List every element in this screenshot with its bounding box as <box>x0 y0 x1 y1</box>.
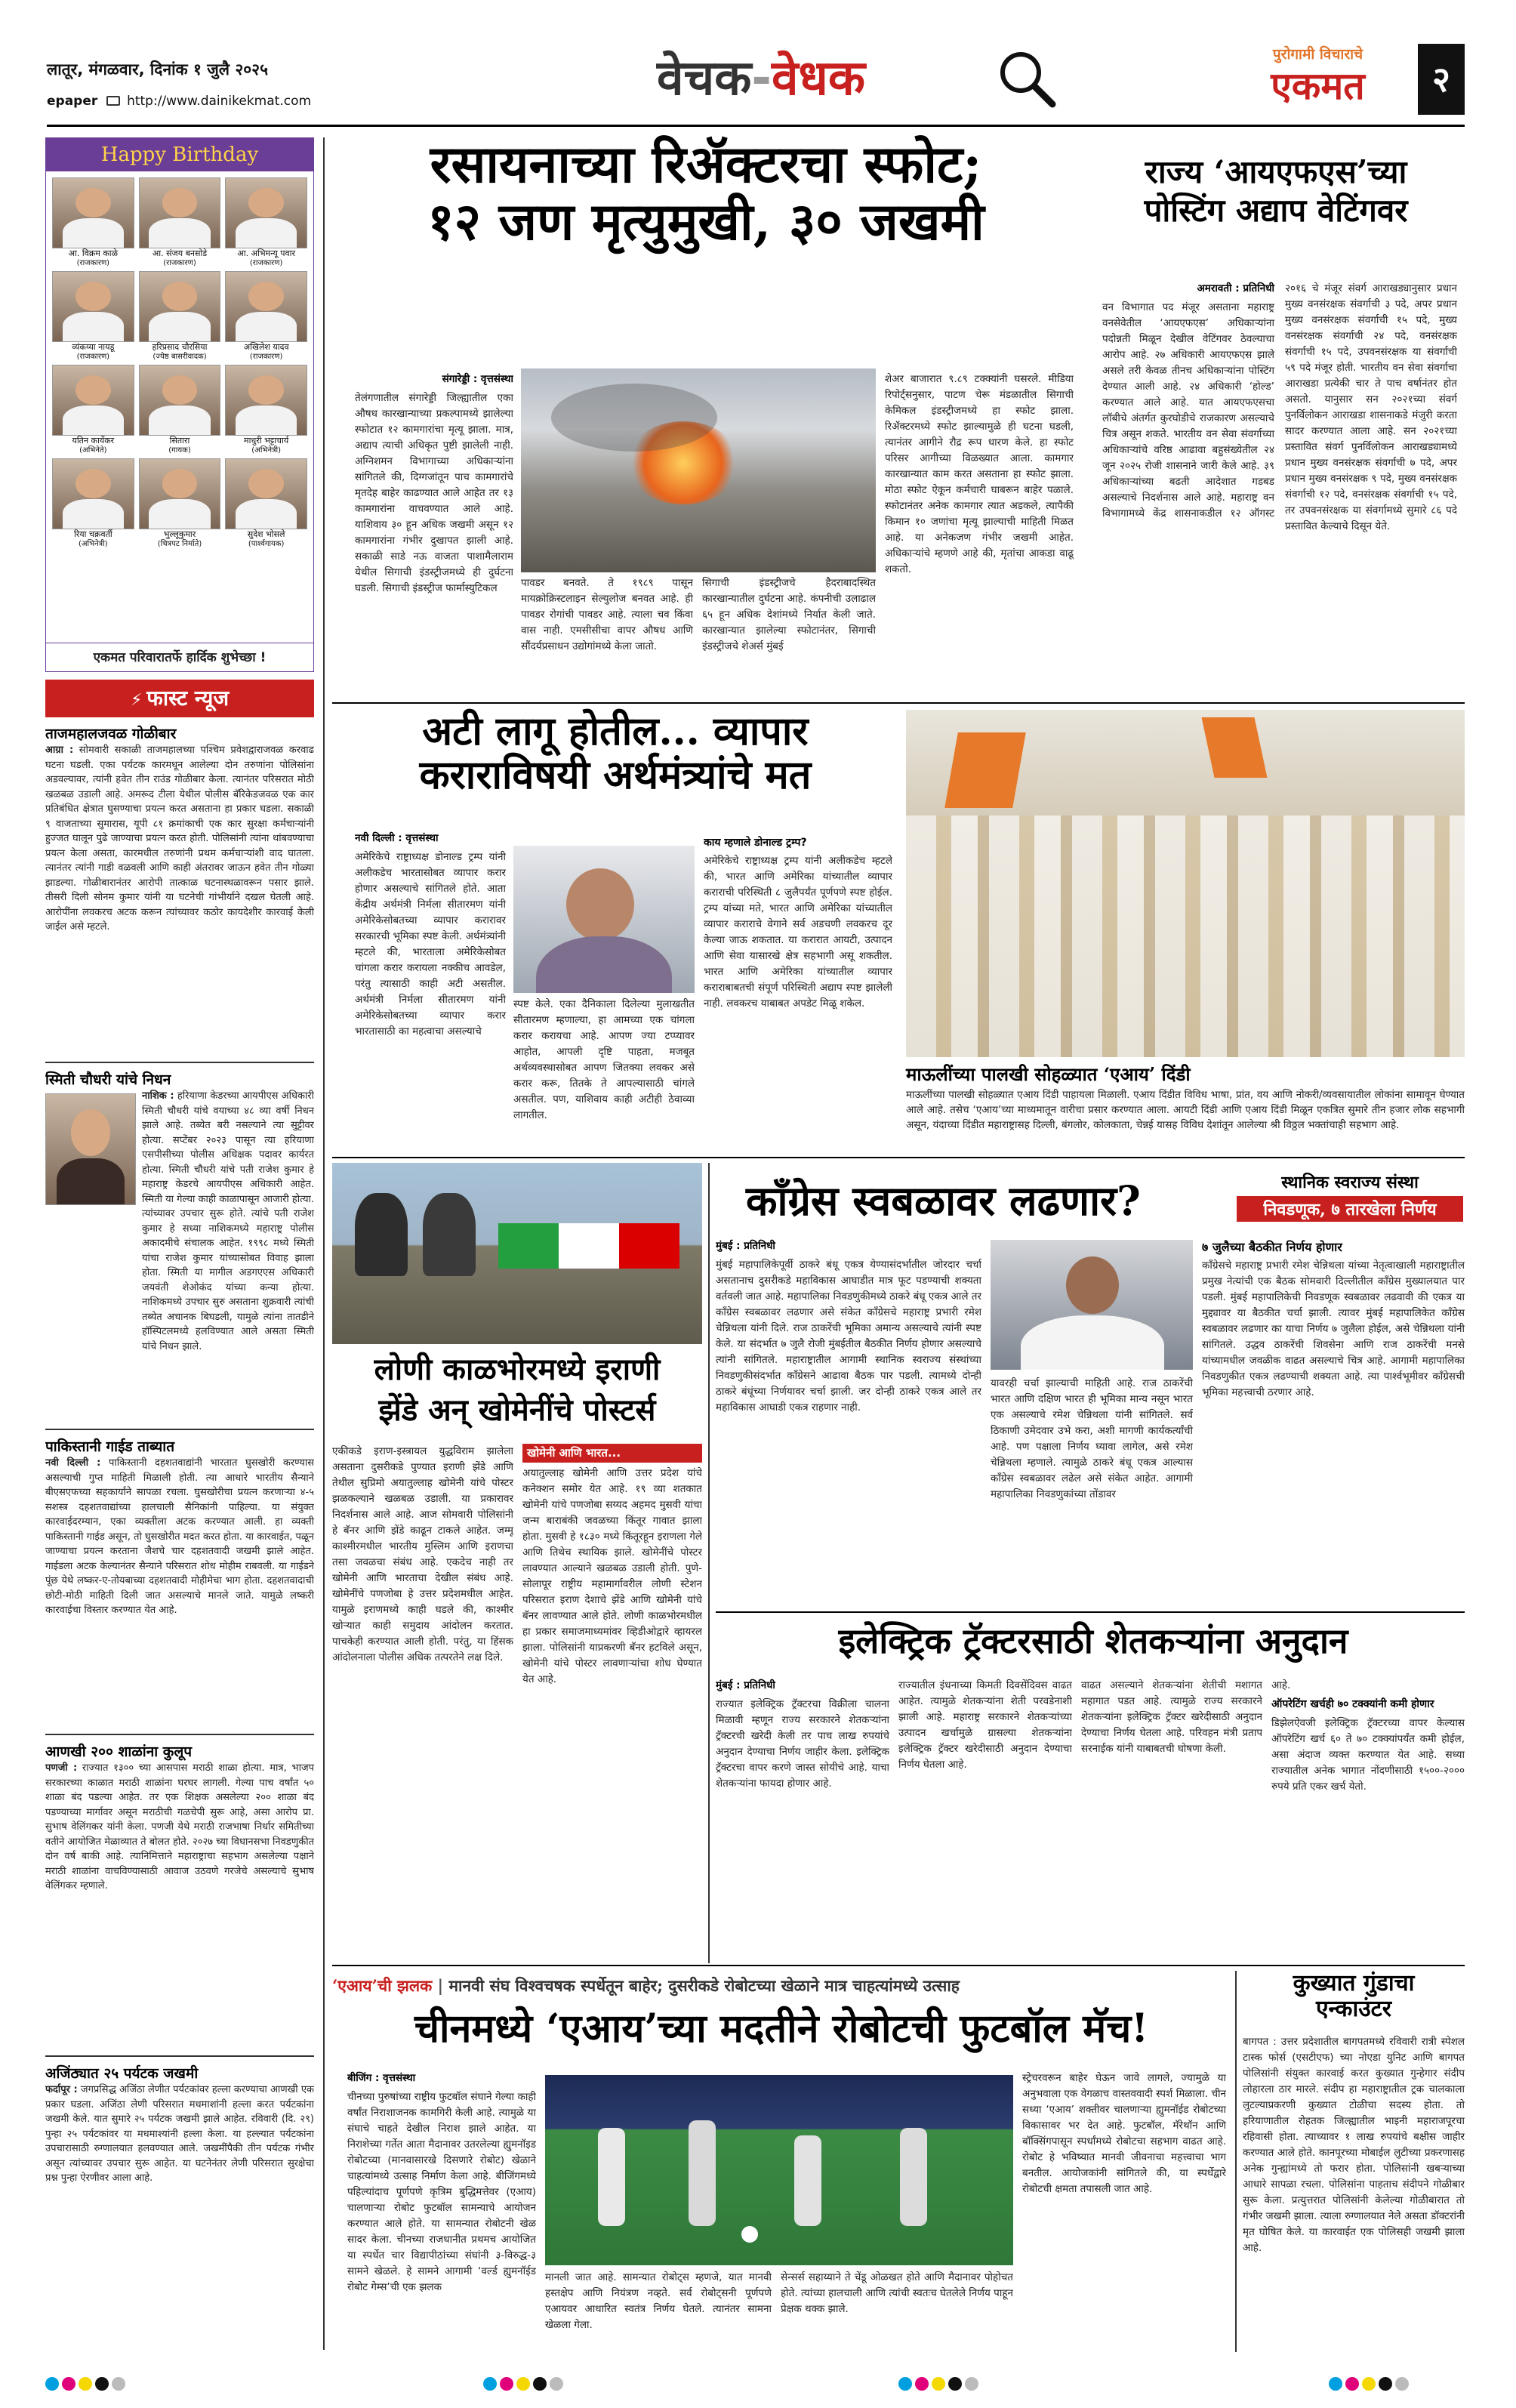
fast-news-body <box>142 1089 314 1421</box>
posters-story <box>332 1163 702 1956</box>
fast-news-text: हरियाणा केडरच्या आयपीएस अधिकारी स्मिती चौधरी यांचे वयाच्या ४८ व्या वर्षी निधन झाले आहे. तब्येत बरी नसल्याने त्या सुट्टीवर होत्या. सप्टेंबर २०२३ पासून त्या हरियाणा एसपीसीच्या पोलीस अधिक्षक पदावर कार्यरत होत्या. स्मिती चौधरी यांचे पती राजेश कुमार हे महाराष्ट्र केडरचे आयपीएस अधिकारी आहेत. स्मिती या गेल्या काही काळापासून आजारी होत्या. त्यांच्यावर उपचार सुरू होते. त्यांचे पती राजेश कुमार हे सध्या नाशिकमध्ये महाराष्ट्र पोलीस अकादमीचे संचालक आहेत. १९९८ मध्ये स्मिती यांचा राजेश कुमार यांच्यासोबत विवाह झाला होता. स्मिती या मागील अडगएएस अधिकारी जयवंती शेओकंद यांच्या कन्या होत्या. नाशिकमध्ये उपचार सुरु असताना शुक्रवारी त्यांची तब्येत अचानक बिघडली, यामुळे त्यांना तातडीने हॉस्पिटलमध्ये हलविण्यात आले असता स्मिती यांचे निधन झाले. <box>142 1090 314 1352</box>
tariff-headline-1: अटी लागू होतील... व्यापार <box>422 708 809 754</box>
color-registration-marks-left <box>45 2377 128 2394</box>
birthday-greeting: एकमत परिवारातर्फे हार्दिक शुभेच्छा ! <box>46 643 313 671</box>
birthday-person-role: (पार्श्वगायक) <box>248 540 285 548</box>
ifs-headline-2: पोस्टिंग अद्याप वेटिंगवर <box>1144 192 1408 230</box>
screen-icon <box>106 96 120 106</box>
fast-news-body <box>45 1761 314 2048</box>
birthday-person-photo <box>139 177 221 248</box>
palkhi-caption-text: माऊलींच्या पालखी सोहळ्यात एआय दिंडी पाहायला मिळाली. एआय दिंडीत विविध भाषा, प्रांत, वय आणि नोकरी/व्यवसायातील लोकांना सामावून घेण्यात आले आहे. तसेच ‘एआय’च्या माध्यमातून वारीचा प्रसार करण्यात आला. आयटी दिंडी आणि एआय दिंडी मिळून एकत्रित सुमारे तीन हजार लोक सहभागी असून, यंदाच्या दिंडीत महाराष्ट्रासह दिल्ली, बंगलोर, कोलकाता, चेन्नई यासह विविध देशांतून आलेल्या श्री विठ्ठल भक्तांचाही सहभाग आहे. <box>906 1089 1465 1131</box>
birthday-person <box>139 365 221 455</box>
reactor-text: तेलंगणातील संगारेड्डी जिल्ह्यातील एका औषध कारखान्याच्या प्रकल्पामध्ये झालेल्या स्फोटात १२ कामगारांचा मृत्यू झाला. मात्र, अद्याप त्याची अधिकृत पुष्टी झालेली नाही. अग्निशमन विभागाच्या अधिकाऱ्यांना सांगितले की, दिग्गजांतून पाच कामगारांचे मृतदेह बाहेर काढण्यात आले आहेत तर १३ कामगारांना वाचवण्यात आले आहे. याशिवाय ३० हून अधिक जखमी असून १२ कामगारांना गंभीर दुखापत झाली आहे. सकाळी साडे नऊ वाजता पाशामैलाराम येथील सिगाची इंडस्ट्रीजमध्ये ही दुर्घटना घडली. सिगाची इंडस्ट्रीज फार्मास्युटिकल <box>355 392 513 594</box>
encounter-text: बागपत : उत्तर प्रदेशातील बागपतमध्ये रविवारी रात्री स्पेशल टास्क फोर्स (एसटीएफ) च्या नोएडा युनिट आणि बागपत पोलिसांनी संयुक्त कारवाई करत कुख्यात गुन्हेगार संदीप लोहारला ठार मारले. संदीप हा महाराष्ट्रातील ट्रक चालकाला लुटल्याप्रकरणी कुख्यात टोळीचा सदस्य होता. तो हरियाणातील रोहतक जिल्ह्यातील भाइनी महाराजपूरचा रहिवासी होता. त्याच्यावर १ लाख रुपयांचे बक्षीस जाहीर करण्यात आले होते. कानपूरच्या मोबाईल लुटीच्या प्रकरणासह अनेक गुन्ह्यांमध्ये तो फरार होता. पोलिसांनी खबऱ्याच्या आधारे सापळा रचला. पोलिसांना पाहताच संदीपने गोळीबार सुरू केला. प्रत्युत्तरात पोलिसांनी केलेल्या गोळीबारात तो गंभीर जखमी झाला. त्याला रुग्णालयात नेले असता डॉक्टरांनी मृत घोषित केले. या कारवाईत एक पोलिसही जखमी झाला आहे. <box>1243 2036 1465 2254</box>
birthday-person <box>139 458 221 549</box>
birthday-title: Happy Birthday <box>46 138 313 171</box>
news-portrait-photo <box>45 1093 136 1205</box>
birthday-person <box>52 271 134 362</box>
reactor-col-4: शेअर बाजारात ९.८९ टक्क्यांनी घसरले. मीडिया रिपोर्ट्सनुसार, पाटण चेरू मंडळातील सिगाची केमिकल इंडस्ट्रीजमध्ये हा स्फोट झाला. रिॲक्टरमध्ये स्फोट झाल्यामुळे ही घटना घडली, त्यानंतर आगीने रौद्र रूप धारण केले. हा स्फोट परिसर आगीच्या विळख्यात आला. कामगार कारखान्यात काम करत असताना हा स्फोट झाला. मोठा स्फोट ऐकून कर्मचारी घाबरून बाहेर पळाले. स्फोटानंतर अनेक कामगार त्यात अडकले, त्यापैकी किमान १० जणांचा मृत्यू झाल्याची माहिती मिळत आहे. या अनेकजण गंभीर जखमी आहेत. अधिकाऱ्यांचे म्हणणे आहे की, मृतांचा आकडा वाढू शकतो. <box>885 373 1074 575</box>
brand-box <box>1229 44 1407 115</box>
fast-news-label: फास्ट न्यूज <box>146 686 230 711</box>
tractor-col-3: वाढत असल्याने शेतकऱ्यांना शेतीची मशागत महागात पडत आहे. त्यामुळे राज्य सरकारने शेतकऱ्यांना इलेक्ट्रिक ट्रॅक्टर खरेदीसाठी अनुदान देण्याचा निर्णय घेतला आहे. परिवहन मंत्री प्रताप सरनाईक यांनी याबाबतची घोषणा केली. <box>1081 1679 1262 1755</box>
congress-dateline: मुंबई : प्रतिनिधी <box>716 1240 775 1252</box>
fast-news-text: राज्यात १३०० च्या आसपास मराठी शाळा होत्या. मात्र, भाजप सरकारच्या काळात मराठी शाळांना घरघर लागली. गेल्या पाच वर्षांत ५० शाळा बंद पडल्या आहेत. तर एक शिक्षक असलेल्या २०० शाळा बंद पडण्याच्या मार्गावर असून मराठीची गळचेपी सुरू आहे, असा आरोप प्रा. सुभाष वेलिंगकर यांनी केला. पणजी येथे मराठी राजभाषा निर्धार समितीच्या वतीने आयोजित मेळाव्यात ते बोलत होते. २०२७ च्या विधानसभा निवडणुकीत दोन वर्ष बाकी आहे. त्यानिमित्ताने महाराष्ट्राचा सहभाग असलेल्या पक्षाने मराठी शाळांना वाचविण्यासाठी आवाज उठवणे गरजेचे असल्याचे सुभाष वेलिंगकर म्हणाले. <box>45 1762 314 1892</box>
tariff-col-3 <box>704 835 892 1149</box>
tractor-text: आहे. <box>1271 1679 1291 1691</box>
birthday-person-photo <box>225 271 307 342</box>
tariff-col-2: स्पष्ट केले. एका दैनिकाला दिलेल्या मुलाखतीत सीतारमण म्हणाल्या, हा आमच्या एक चांगला करार करायचा आहे. आपण ज्या टप्प्यावर आहोत, आपली दृष्टि पाहता, मजबूत अर्थव्यवस्थासोबत आपण जितक्या लवकर असे करार करू, तितके ते आपल्यासाठी चांगले असतील. पण, याशिवाय काही अटीही ठेवाव्या लागतील. <box>513 998 695 1121</box>
birthday-person-photo <box>225 365 307 436</box>
robot-col-2: मानली जात आहे. सामन्यात रोबोट्स म्हणजे, यात मानवी हस्तक्षेप आणि नियंत्रण नव्हते. सर्व रोबोट्सनी पूर्णपणे एआयवर आधारित स्वतंत्र निर्णय घेतले. त्यानंतर सामना खेळला गेला. <box>545 2271 772 2331</box>
robot-headline: चीनमध्ये ‘एआय’च्या मदतीने रोबोटची फुटबॉल मॅच! <box>414 2006 1149 2052</box>
birthday-person-name: यतिन कार्येकर <box>72 436 115 446</box>
encounter-story <box>1243 1971 1465 2352</box>
epaper-line <box>47 94 311 109</box>
tractor-text: राज्यात इलेक्ट्रिक ट्रॅक्टरचा विक्रीला चालना मिळावी म्हणून राज्य सरकारने शेतकऱ्यांना ट्रॅक्टरची खरेदी केली तर पाच लाख रुपयांचे अनुदान देण्याचा निर्णय जाहीर केला. इलेक्ट्रिक ट्रॅक्टरचा वापर करणे जास्त सोयीचे आहे. याचा शेतकऱ्यांना फायदा होणार आहे. <box>716 1698 889 1790</box>
fast-news-place: पणजी : <box>45 1762 78 1774</box>
tariff-story <box>332 710 898 1152</box>
birthday-person-photo <box>225 458 307 529</box>
congress-tag-2: निवडणूक, ७ तारखेला निर्णय <box>1237 1196 1463 1222</box>
robot-kicker: ‘एआय’ची झलक | मानवी संघ विश्वचषक स्पर्धेतून बाहेर; दुसरीकडे रोबोटच्या खेळाने मात्र चाहत्यांमध्ये उत्साह <box>332 1976 960 1995</box>
birthday-person-role: (ज्येष्ठ बासरीवादक) <box>153 353 207 361</box>
birthday-person-name: आ. विक्रम काळे <box>68 248 119 258</box>
congress-sidebar-text: काँग्रेसचे महाराष्ट्र प्रभारी रमेश चेन्निथला यांच्या नेतृत्वाखाली महाराष्ट्रातील प्रमुख नेत्यांची एक बैठक सोमवारी दिल्लीतील काँग्रेस मुख्यालयात पार पडली. मुंबई महापालिकेची निवडणूक स्वबळावर लढवावी की एकत्र या मुद्द्यावर या बैठकीत चर्चा झाली. त्यावर मुंबई महापालिकेत काँग्रेस स्वबळावर लढणार का याचा निर्णय ७ जुलैला होईल, असे चेन्निथला यांनी सांगितले. उद्धव ठाकरेंची शिवसेना आणि राज ठाकरेंची मनसे यांच्यामधील जवळीक वाढत असल्याचे चित्र आहे. आगामी महापालिका निवडणुकीत एकत्र लढण्याची शक्यता आहे. त्या पार्श्वभूमीवर काँग्रेसची भूमिका महत्त्वाची ठरणार आहे. <box>1202 1259 1465 1398</box>
ifs-body: वन विभागात पद मंजूर असताना महाराष्ट्र वनसेवेतील ‘आयएफएस’ अधिकाऱ्यांना पदोन्नती मिळून देखील वेटिंगवर ठेवल्याचा आरोप आहे. २७ अधिकारी आयएफएस झाले असले तरी केवळ तीनच अधिकाऱ्यांना पोस्टिंग देण्यात आली आहे. २४ अधिकारी ‘होल्ड’ करण्यात आले आहे. यात आयएफएसचा लॉबीचे अंतर्गत कुरघोडीचे राजकारण असल्याचे चित्र असून शकते. भारतीय वन सेवा संवर्गाच्या अधिकाऱ्यांचे वरिष्ठ आढावा बहुसंख्येतील २४ जून २०२५ रोजी शासनाने जारी केले आहे. ३९ अधिकाऱ्यांच्या बढती आदेशात गडबड असल्याचे निदर्शनास आले आहे. महाराष्ट्र वन विभागामध्ये केंद्र शासनाकडील १२ ऑगस्ट २०१६ चे मंजूर संवर्ग आराखड्यानुसार प्रधान मुख्य वनसंरक्षक संवर्गाची ३ पदे, अपर प्रधान मुख्य वनसंरक्षक संवर्गाची १५ पदे, मुख्य वनसंरक्षक संवर्गाची २४ पदे, वनसंरक्षक संवर्गाची १५ पदे, उपवनसंरक्षक या संवर्गाची ५९ पदे मंजूर होती. भारतीय वन सेवा संवर्गाचा आराखडा प्रत्येकी चार ते पाच वर्षानंतर होत असतो. यानुसार सन २०२१च्या संवर्ग पुनर्विलोकन आराखडा शासनाकडे मंजुरी करता सादर करण्यात आला आहे. सन २०२१च्या प्रस्तावित संवर्ग पुनर्विलोकन आराखड्यामध्ये प्रधान मुख्य वनसंरक्षक संवर्गाची ७ पदे, अपर प्रधान मुख्य वनसंरक्षक ९ पदे, मुख्य वनसंरक्षक संवर्गाची १२ पदे, वनसंरक्षक संवर्गाची १५ पदे, तर उपवनसंरक्षक या संवर्गामध्ये सुमारे ८६ पदे प्रस्तावित केल्याचे दिसून येते. <box>1102 282 1457 532</box>
tariff-headline-2: कराराविषयी अर्थमंत्र्यांचे मत <box>419 752 812 799</box>
congress-col-1 <box>716 1238 981 1608</box>
birthday-person-role: (अभिनेत्री) <box>251 446 282 455</box>
birthday-person-photo <box>52 458 134 529</box>
birthday-person <box>225 365 307 455</box>
birthday-person-role: (गायक) <box>168 446 191 455</box>
robot-text: चीनच्या पुरुषांच्या राष्ट्रीय फुटबॉल संघाने गेल्या काही वर्षांत निराशाजनक कामगिरी केली आहे. त्यामुळे या संघाचे चाहते देखील निराश झाले आहेत. या निराशेच्या गर्तेत आता मैदानावर उतरलेल्या ह्युमनॉइड रोबोटच्या (मानवासारखे दिसणारे रोबोट) खेळाने चाहत्यांमध्ये उत्साह निर्माण केला आहे. बीजिंगमध्ये पहिल्यांदाच पूर्णपणे कृत्रिम बुद्धिमत्तेवर (एआय) चालणाऱ्या रोबोट फुटबॉल सामन्याचे आयोजन करण्यात आले होते. या सामन्यात रोबोटनी खेळ सादर केला. चीनच्या राजधानीत प्रथमच आयोजित या स्पर्धेत चार विद्यापीठांच्या संघांनी ३-विरुद्ध-३ सामने खेळले. हे सामने आगामी ‘वर्ल्ड ह्युमनॉईड रोबोट गेम्स’ची एक झलक <box>347 2091 536 2293</box>
birthday-box <box>45 137 314 672</box>
brand-logo: एकमत <box>1271 64 1365 108</box>
chennithala-photo <box>991 1240 1193 1370</box>
fast-news-text: पाकिस्तानी दहशतवाद्यांनी भारतात घुसखोरी करण्यास असल्याची गुप्त माहिती मिळाली होती. त्या आधारे भारतीय सैन्याने बीएसएफच्या सहकार्याने सापळा रचला. घुसखोरीचा प्रयत्न करणाऱ्या ४-५ सशस्त्र दहशतवाद्यांच्या हालचाली सैनिकांनी पाहिल्या. या संयुक्त कारवाईदरम्यान, एका व्यक्तीला अटक करण्यात आली. हा व्यक्ती पाकिस्तानी गाईड असून, तो घुसखोरीत मदत करत होता. या कारवाईत, पळून जाण्याचा प्रयत्न करताना जैशचे चार दहशतवादी जखमी झाले आहेत. गाईडला अटक केल्यानंतर सैन्याने परिसरात शोध मोहीम राबवली. या गाईडने पूंछ येथे लष्कर-ए-तोयबाच्या दहशतवादी मोहीमेचा भाग होता. दहशतवादाची छोटी-मोठी माहिती दिली जात असल्याचे मानले जाते. यामुळे लष्करी कारवाईचा विस्तार करण्यात येत आहे. <box>45 1457 314 1616</box>
section-title-b: वेधक <box>771 51 866 106</box>
tractor-col-4 <box>1271 1678 1465 1959</box>
fast-news-text: सोमवारी सकाळी ताजमहालच्या पश्चिम प्रवेशद्वाराजवळ करवाढ घटना घडली. एका पर्यटक कारमधून आलेल्या दोन तरुणांना पोलिसांना अडवल्यावर, त्यांनी हवेत तीन राउंड गोळीबार केला. त्यानंतर परिसरात मोठी खळबळ उडाली आहे. अमरूद टीला येथील पोलीस बॅरिकेडजवळ एक कार प्रतिबंधित क्षेत्रात घुसण्याचा प्रयत्न करत असताना हा प्रकार घडला. सकाळी ९ वाजताच्या सुमारास, यूपी ८१ क्रमांकाची एक कार सुरक्षा कर्मचाऱ्यांनी हुज्जत घालून पुढे जाण्याचा प्रयत्न करत होती. पोलिसांनी त्यांना थांबवण्याचा प्रयत्न केला असता, कारमधील तरुणांनी प्रथम कर्मचाऱ्यांशी वाद घातला. त्यानंतर त्यांनी गाडी वळवली आणि काही अंतरावर जाऊन हवेत तीन गोळ्या झाडल्या. गोळीबारानंतर आरोपी तात्काळ घटनास्थळावरून पसार झाले. तीसरी दिली सोनम कुमार यांनी या घटनेची गांभीर्याने दखल घेतली आहे. आरोपींना लवकरच अटक करून त्यांच्यावर कठोर कायदेशीर कारवाई केली जाईल असे म्हटले. <box>45 745 314 933</box>
birthday-person-role: (राजकारण) <box>249 259 283 267</box>
date-line: लातूर, मंगळवार, दिनांक १ जुलै २०२५ <box>47 60 269 79</box>
fast-news-header <box>45 680 314 717</box>
ifs-dateline: अमरावती : प्रतिनिधी <box>1197 282 1274 294</box>
robot-story <box>332 1971 1231 2352</box>
birthday-person-role: (अभिनेते) <box>79 446 107 455</box>
fast-news-item <box>45 1741 314 2057</box>
birthday-person-role: (राजकारण) <box>76 259 110 267</box>
color-registration-marks-mid-1 <box>483 2377 566 2394</box>
robot-kicker-1: ‘एआय’ची झलक <box>332 1976 433 1995</box>
birthday-person <box>52 365 134 455</box>
fast-news-body <box>45 1456 314 1728</box>
birthday-person-photo <box>52 177 134 248</box>
reactor-col-2: पावडर बनवते. ते १९८९ पासून मायक्रोक्रिस्टलाइन सेल्युलोज बनवत आहे. ही पावडर रोगांची पावडर आहे. त्याला चव किंवा वास नाही. एमसीसीचा वापर औषध आणि सौंदर्यप्रसाधन उद्योगांमध्ये केला जातो. <box>521 577 693 652</box>
posters-photo <box>332 1163 702 1344</box>
birthday-person <box>225 458 307 549</box>
fast-news-title: आणखी २०० शाळांना कुलूप <box>45 1744 193 1760</box>
birthday-person-photo <box>52 271 134 342</box>
birthday-person-role: (चित्रपट निर्माते) <box>157 540 202 548</box>
tariff-text: अमेरिकेचे राष्ट्राध्यक्ष ट्रम्प यांनी अलीकडेच म्हटले की, भारत आणि अमेरिका यांच्यातील व्यापार कराराची परिस्थिती ८ जुलैपर्यंत पूर्णपणे स्पष्ट होईल. ट्रम्प यांच्या मते, भारत आणि अमेरिका यांच्यातील व्यापार कराराचे वेगाने सर्व अडचणी लवकरच दूर केल्या जाऊ शकतात. या करारात आयटी, उत्पादन आणि सेवा यासारखे क्षेत्र सहभागी असू शकतील. भारत आणि अमेरिका यांच्यातील व्यापार कराराबाबतची संपूर्ण परिस्थिती अद्याप स्पष्ट झालेली नाही. लवकरच याबाबत अपडेट मिळू शकेल. <box>704 855 892 1010</box>
birthday-person <box>52 458 134 549</box>
fast-news-item <box>45 1436 314 1735</box>
birthday-person <box>52 177 134 268</box>
congress-story <box>716 1163 1465 1608</box>
reactor-dateline: संगारेड्डी : वृत्तसंस्था <box>442 373 513 385</box>
birthday-person <box>225 177 307 268</box>
congress-col-2: यावरही चर्चा झाल्याची माहिती आहे. राज ठाकरेंची भारत आणि दक्षिण भारत ही भूमिका मान्य नसून भारत एक असल्याचे रमेश चेन्निथला यांनी सांगितले. सर्व ठिकाणी उमेदवार उभे करा, अशी मागणी कार्यकर्त्यांची आहे. पण पक्षाला निर्णय घ्यावा लागेल, असे रमेश चेन्निथला म्हणाले. त्यामुळे ठाकरे बंधू एकत्र आल्यास काँग्रेस स्वबळावर लढेल असे संकेत आहेत. आगामी महापालिका निवडणुकांच्या तोंडावर <box>991 1377 1193 1500</box>
tractor-col-2: राज्यातील इंधनाच्या किमती दिवसेंदिवस वाढत आहेत. त्यामुळे शेतकऱ्यांना शेती परवडेनाशी झाली आहे. महाराष्ट्र सरकारने शेतकऱ्यांच्या उत्पादन खर्चामुळे ग्रासल्या शेतकऱ्यांना इलेक्ट्रिक ट्रॅक्टर खरेदीसाठी अनुदान देण्याचा निर्णय घेतला आहे. <box>898 1679 1072 1771</box>
birthday-person-photo <box>139 458 221 529</box>
tariff-text: अमेरिकेचे राष्ट्राध्यक्ष डोनाल्ड ट्रम्प यांनी अलीकडेच भारतासोबत व्यापार करार होणार असल्याचे सांगितले होते. आता केंद्रीय अर्थमंत्री निर्मला सीतारमण यांनी अमेरिकेसोबतच्या व्यापार करारावर सरकारची भूमिका स्पष्ट केली. अर्थमंत्र्यांनी म्हटले की, भारताला अमेरिकेसोबत चांगला करार करायला नक्कीच आवडेल, परंतु त्यासाठी काही अटी असतील. अर्थमंत्री निर्मला सीतारमण यांनी अमेरिकेसोबतच्या व्यापार करार भारतासाठी का महत्वाचा असल्याचे <box>355 851 506 1038</box>
fast-news-body <box>45 2083 314 2339</box>
ai-dindi-photo <box>906 710 1465 1057</box>
epaper-url-link[interactable]: http://www.dainikekmat.com <box>127 94 312 109</box>
fast-news-title: अजिंठ्यात २५ पर्यटक जखमी <box>45 2065 199 2082</box>
congress-headline: काँग्रेस स्वबळावर लढणार? <box>746 1176 1141 1225</box>
tractor-side-text: डिझेलऐवजी इलेक्ट्रिक ट्रॅक्टरच्या वापर केल्यास ऑपरेटिंग खर्च ६० ते ७० टक्क्यांपर्यंत कमी होईल, असा अंदाज व्यक्त करण्यात येत आहे. सध्या राज्यातील अनेक भागात नोंदणीसाठी १५००-२००० रुपये प्रति एकर खर्च येतो. <box>1271 1717 1465 1793</box>
congress-sidebar <box>1202 1238 1465 1608</box>
birthday-grid <box>46 171 313 549</box>
tractor-headline: इलेक्ट्रिक ट्रॅक्टरसाठी शेतकऱ्यांना अनुदान <box>838 1620 1348 1661</box>
factory-fire-photo <box>521 368 876 572</box>
birthday-person-name: माधुरी भट्टाचार्य <box>244 436 289 446</box>
birthday-person-name: आ. संजय बनसोडे <box>152 248 208 258</box>
brand-tagline: पुरोगामी विचाराचे <box>1272 46 1363 63</box>
birthday-person-photo <box>139 271 221 342</box>
magnifier-icon <box>998 50 1057 109</box>
birthday-person <box>225 271 307 362</box>
fast-news-body <box>45 743 314 1056</box>
congress-tag-box <box>1237 1170 1463 1226</box>
robot-col-3: सेन्सर्स सहाय्याने ते चेंडू ओळखत होते आणि मैदानावर पोहोचत होते. त्यांच्या हालचाली आणि त्यांची स्वतःच घेतलेले निर्णय पाहून प्रेक्षक थक्क झाले. <box>781 2271 1013 2315</box>
tariff-dateline: नवी दिल्ली : वृत्तसंस्था <box>355 832 439 844</box>
fast-news-item <box>45 723 314 1063</box>
birthday-person-role: (राजकारण) <box>163 259 196 267</box>
tariff-subheading: काय म्हणाले डोनाल्ड ट्रम्प? <box>704 837 807 849</box>
tractor-dateline: मुंबई : प्रतिनिधी <box>716 1679 775 1691</box>
posters-text: अयातुल्लाह खोमेनी आणि उत्तर प्रदेश यांचे कनेक्शन समोर येत आहे. १९ व्या शतकात खोमेनी यांचे पणजोबा सय्यद अहमद मुसवी यांचा जन्म बाराबंकी जवळच्या किंतूर गावात झाला होता. मुसवी हे १८३० मध्ये किंतूरहून इराणला गेले आणि तिथेच स्थायिक झाले. खोमेनींचे पोस्टर लावण्यात आल्याने खळबळ उडाली होती. पुणे-सोलापूर राष्ट्रीय महामार्गावरील लोणी स्टेशन परिसरात इराण देशाचे झेंडे आणि खोमेनी यांचे बॅनर लावण्यात आले होते. लोणी काळभोरमधील हा प्रकार समाजमाध्यमांवर व्हिडीओद्वारे व्हायरल झाला. पोलिसांनी याप्रकरणी बॅनर हटविले असून, खोमेनी यांचे पोस्टर लावणाऱ्यांचा शोध घेण्यात येत आहे. <box>522 1467 702 1685</box>
fast-news-title: ताजमहालजवळ गोळीबार <box>45 726 177 742</box>
birthday-person-name: व्यंकय्या नायडू <box>72 342 115 352</box>
epaper-label: epaper <box>47 94 98 109</box>
birthday-person-photo <box>139 365 221 436</box>
tariff-col-1 <box>355 831 506 1149</box>
reactor-headline-2: १२ जण मृत्युमुखी, ३० जखमी <box>427 192 984 253</box>
encounter-headline-1: कुख्यात गुंडाचा <box>1293 1970 1415 1996</box>
section-title: वेचक-वेधक <box>657 51 866 106</box>
fast-news-place: नवी दिल्ली : <box>45 1457 101 1469</box>
fast-news-column <box>45 723 314 2354</box>
birthday-person-name: आ. अभिमन्यू पवार <box>237 248 295 258</box>
section-title-a: वेचक <box>657 51 752 106</box>
fast-news-text: जगप्रसिद्ध अजिंठा लेणीत पर्यटकांवर हल्ला करण्याचा आणखी एक प्रकार घडला. अजिंठा लेणी परिसरात मधमाशांनी हल्ला करत पर्यटकांना जखमी केले. यात सुमारे २५ पर्यटक जखमी झाले आहेत. रविवारी (दि. २९) पुन्हा २५ पर्यटकांवर या मधमाश्यांनी हल्ला केला. या हल्ल्यात पर्यटकांना उपचारासाठी रुग्णालयात हलवण्यात आले. जखमींपैकी तीन पर्यटक गंभीर असून त्यांच्यावर उपचार सुरू आहेत. या घटनेनंतर लेणी परिसरात सुरक्षेचा प्रश्न पुन्हा ऐरणीवर आला आहे. <box>45 2084 314 2184</box>
posters-col-2 <box>522 1444 702 1954</box>
fast-news-item <box>45 1069 314 1430</box>
reactor-col-1 <box>355 372 513 696</box>
birthday-person-photo <box>225 177 307 248</box>
posters-col-1: एकीकडे इराण-इस्त्रायल युद्धविराम झालेला असताना दुसरीकडे पुण्यात इराणी झेंडे आणि तेथील सुप्रिमो अयातुल्लाह खोमेनी यांचे पोस्टर झळकल्याने खळबळ उडाली. या प्रकारावर निदर्शनास आले आहे. आज सोमवारी पोलिसांनी हे बॅनर आणि झेंडे काढून टाकले आहेत. जम्मू काश्मीरमधील भारतीय मुस्लिम आणि इराणचा तसा जवळचा संबंध आहे. एकदेच नाही तर खोमेनी आणि भारताचा देखील संबंध आहे. खोमेनींचे पणजोबा हे उत्तर प्रदेशमधील आहेत. यामुळे इराणमध्ये काही घडले की, काश्मीर खोऱ्यात काही समुदाय आंदोलन करतात. पाचकेही करण्यात आली होती. परंतु, या हिंसक आंदोलनाला पोलीस अधिक तत्परतेने लक्ष दिले. <box>332 1445 513 1663</box>
birthday-person <box>139 177 221 268</box>
fast-news-item <box>45 2063 314 2342</box>
tractor-subheading: ऑपरेटिंग खर्चही ७० टक्क्यांनी कमी होणार <box>1271 1698 1434 1710</box>
congress-sidebar-title: ७ जुलैच्या बैठकीत निर्णय होणार <box>1202 1240 1342 1254</box>
posters-subheading: खोमेनी आणि भारत... <box>522 1444 702 1463</box>
birthday-person-name: अखिलेश यादव <box>243 342 289 352</box>
birthday-person-role: (राजकारण) <box>76 353 110 361</box>
congress-tag-1: स्थानिक स्वराज्य संस्था <box>1281 1173 1419 1192</box>
ifs-story <box>1087 136 1465 695</box>
palkhi-story <box>906 710 1465 1152</box>
masthead <box>0 0 1516 128</box>
robot-football-photo <box>545 2075 1013 2265</box>
robot-col-4: स्ट्रेचरवरून बाहेर घेऊन जावे लागले, ज्यामुळे या अनुभवाला एक वेगळाच वास्तववादी स्पर्श मिळाला. चीन सध्या ‘एआय’ शक्तीवर चालणाऱ्या ह्युमनॉईड रोबोटच्या विकासावर भर देत आहे. फुटबॉल, मॅरेथॉन आणि बॉक्सिंगपासून स्पर्धांमध्ये रोबोटचा सहभाग वाढत आहे. रोबोट हे भविष्यात मानवी जीवनाचा महत्त्वाचा भाग बनतील. आयोजकांनी सांगितले की, या स्पर्धेद्वारे रोबोटची क्षमता तपासली जात आहे. <box>1022 2072 1226 2195</box>
reactor-story <box>332 136 1080 695</box>
tractor-col-1 <box>716 1678 889 1959</box>
fast-news-title: स्मिती चौधरी यांचे निधन <box>45 1071 171 1088</box>
palkhi-caption-title: माऊलींच्या पालखी सोहळ्यात ‘एआय’ दिंडी <box>906 1063 1191 1085</box>
reactor-col-3: सिगाची इंडस्ट्रीजचे हैदराबादस्थित कारखान्यातील दुर्घटना आहे. कंपनीची उलाढाल ६५ हून अधिक देशांमध्ये निर्यात केली जाते. कारखान्यात झालेल्या स्फोटानंतर, सिगाची इंडस्ट्रीजचे शेअर्स मुंबई <box>702 577 876 652</box>
robot-dateline: बीजिंग : वृत्तसंस्था <box>347 2072 416 2084</box>
congress-text: मुंबई महापालिकेपूर्वी ठाकरे बंधू एकत्र येण्यासंदर्भातील जोरदार चर्चा असतानाच दुसरीकडे महाविकास आघाडीत मात्र फूट पडण्याची शक्यता वर्तवली जात आहे. महापालिका निवडणुकीमध्ये ठाकरे बंधू एकत्र आले तर काँग्रेस स्वबळावर लढणार असे संकेत काँग्रेसचे महाराष्ट्र प्रभारी रमेश चेन्निथला यांनी दिले. राज ठाकरेंची भूमिका अमान्य असल्याचे त्यांनी स्पष्ट केले. या संदर्भात ७ जुलै रोजी मुंबईतील बैठकीत निर्णय होणार असल्याचे त्यांनी सांगितले. महाराष्ट्रातील आगामी स्थानिक स्वराज्य संस्थांच्या निवडणुकीसंदर्भात काँग्रेसने आढावा बैठक पार पडली. त्यामध्ये दोन्ही ठाकरे बंधूंच्या निर्णयावर चर्चा झाली. जर दोन्ही ठाकरे एकत्र आले तर महाविकास आघाडी एकत्र राहणार नाही. <box>716 1259 981 1414</box>
tractor-story <box>716 1616 1465 1959</box>
posters-headline-2: झेंडे अन् खोमेनींचे पोस्टर्स <box>378 1392 656 1428</box>
birthday-person-role: (राजकारण) <box>249 353 283 361</box>
fast-news-place: आग्रा : <box>45 745 74 756</box>
birthday-person-name: सितारा <box>169 436 190 446</box>
ifs-text <box>1102 281 1457 692</box>
fast-news-place: नाशिक : <box>142 1090 174 1102</box>
lightning-icon: ⚡ <box>130 691 143 710</box>
color-registration-marks-right <box>1329 2377 1412 2394</box>
birthday-person-name: हरिप्रसाद चौरसिया <box>152 342 208 352</box>
color-registration-marks-mid-2 <box>898 2377 981 2394</box>
encounter-headline-2: एन्काउंटर <box>1315 1995 1392 2022</box>
birthday-person-role: (अभिनेत्री) <box>78 540 108 548</box>
fast-news-place: फर्दापूर : <box>45 2084 78 2095</box>
fast-news-title: पाकिस्तानी गाईड ताब्यात <box>45 1438 175 1455</box>
robot-kicker-2: मानवी संघ विश्वचषक स्पर्धेतून बाहेर; दुसरीकडे रोबोटच्या खेळाने मात्र चाहत्यांमध्ये उत्साह <box>448 1976 960 1995</box>
page-number: २ <box>1418 44 1465 115</box>
ifs-headline-1: राज्य ‘आयएफएस’च्या <box>1145 153 1407 190</box>
reactor-headline-1: रसायनाच्या रिॲक्टरचा स्फोट; <box>430 134 982 195</box>
minister-photo <box>513 846 695 993</box>
robot-col-1 <box>347 2070 536 2351</box>
birthday-person-name: भुल्लूकुमार <box>163 529 196 539</box>
birthday-person-photo <box>52 365 134 436</box>
birthday-person-name: रिया चक्रवर्ती <box>73 529 112 539</box>
birthday-person <box>139 271 221 362</box>
posters-headline-1: लोणी काळभोरमध्ये इराणी <box>374 1352 661 1387</box>
birthday-person-name: सुदेश भोसले <box>247 529 285 539</box>
